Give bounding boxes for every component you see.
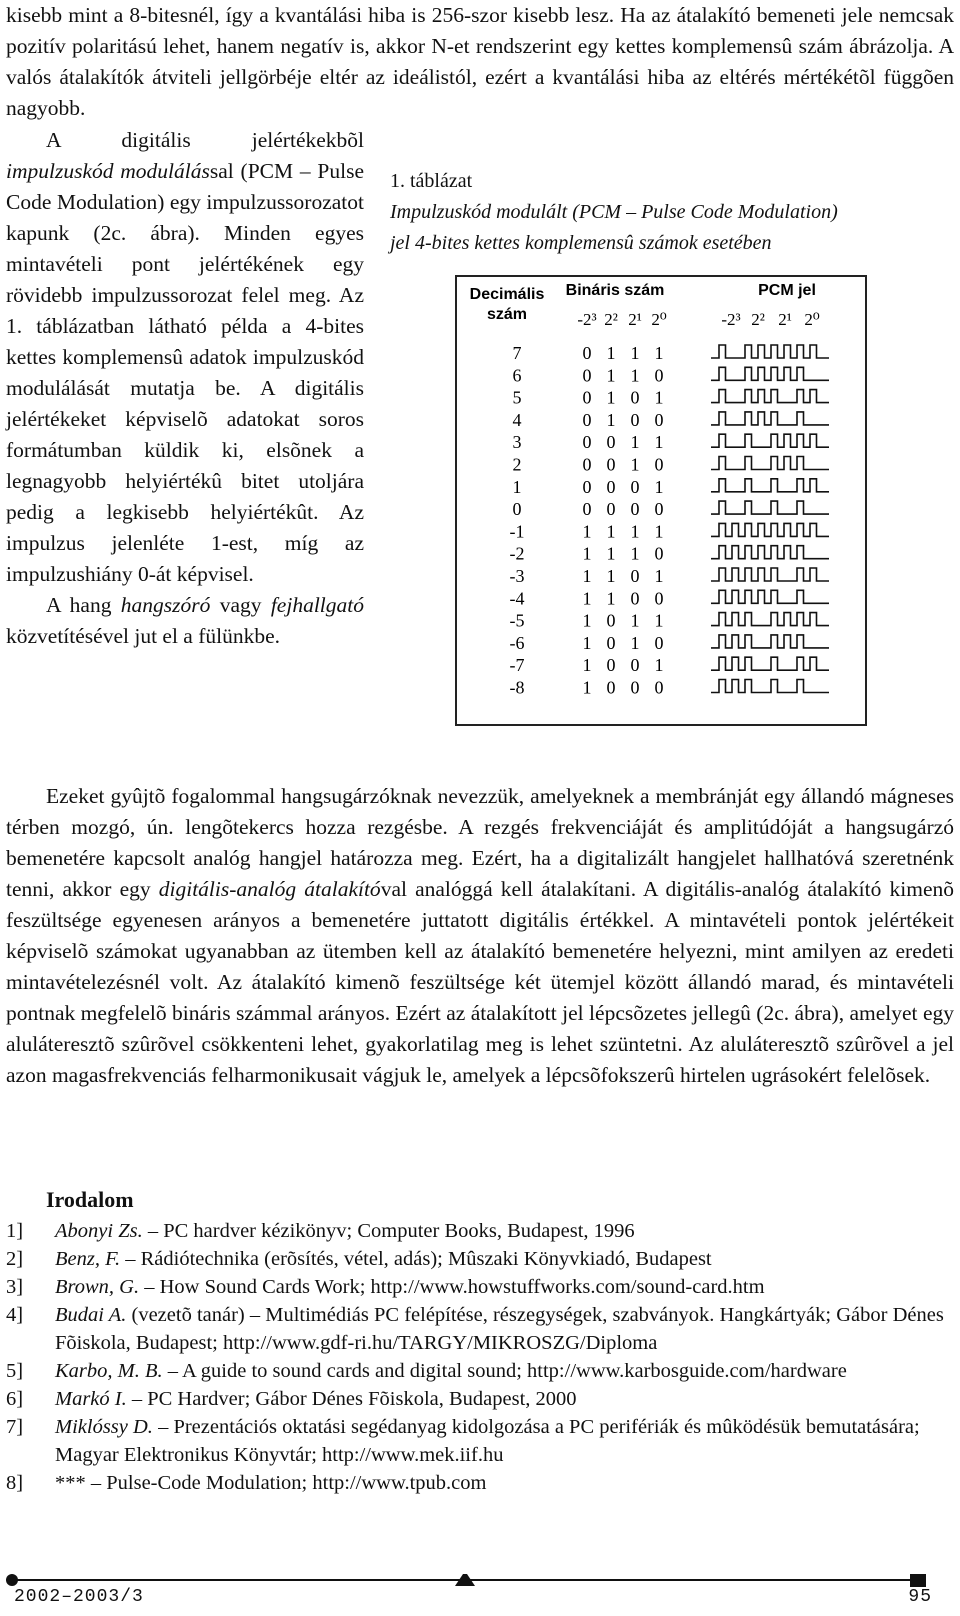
reference-author: Brown, G. xyxy=(55,1276,140,1298)
header-decimal: Decimális xyxy=(469,286,545,303)
decimal-value: -1 xyxy=(509,521,525,542)
binary-digit: 1 xyxy=(606,387,616,408)
pcm-waveform xyxy=(711,657,829,670)
decimal-value: -5 xyxy=(509,610,525,631)
binary-digit: 1 xyxy=(630,454,640,475)
binary-digit: 1 xyxy=(582,566,592,586)
square-marker-icon xyxy=(910,1574,926,1587)
binary-digit: 1 xyxy=(606,409,616,430)
binary-weight: 2¹ xyxy=(628,310,642,329)
reference-item xyxy=(6,1217,954,1245)
reference-text xyxy=(55,1385,954,1413)
reference-number: 1] xyxy=(6,1220,24,1242)
dac-term: digitális-analóg átalakító xyxy=(158,877,381,901)
binary-digit: 0 xyxy=(630,677,640,698)
binary-digit: 0 xyxy=(582,409,592,430)
binary-digit: 1 xyxy=(630,521,640,542)
left-column xyxy=(6,125,364,652)
binary-digit: 0 xyxy=(582,432,592,453)
binary-digit: 0 xyxy=(630,588,640,609)
decimal-value: -6 xyxy=(509,632,525,653)
decimal-value: 5 xyxy=(512,387,522,408)
reference-item xyxy=(6,1385,954,1413)
decimal-value: 4 xyxy=(512,409,522,430)
binary-digit: 1 xyxy=(630,632,640,653)
binary-weight: -2³ xyxy=(577,310,597,329)
header-decimal-2: szám xyxy=(486,306,528,323)
binary-digit: 0 xyxy=(630,476,640,497)
binary-digit: 0 xyxy=(582,365,592,386)
pcm-waveform xyxy=(711,613,829,626)
speaker-text-a: A hang xyxy=(46,593,121,617)
binary-digit: 1 xyxy=(582,588,592,609)
binary-digit: 1 xyxy=(654,610,664,631)
pcm-table xyxy=(455,275,867,726)
intro-text: kisebb mint a 8-bitesnél, így a kvantálási hiba is 256-szor kisebb lesz. Ha az átalakító bemeneti jele nemcsak pozitív polaritású lehet, hanem negatív is, akkor N-et rendszerint egy kettes komplemensû szám ábrázolja. A valós átalakítók átviteli jellgörbéje eltér az ideálistól, ezért a kvantálási hiba az eltérés mértékétõl függõen nagyobb. xyxy=(6,3,954,120)
pcm-term: impulzuskód modulálás xyxy=(6,159,210,183)
decimal-value: 0 xyxy=(512,499,522,520)
binary-digit: 0 xyxy=(582,454,592,475)
speaker-paragraph xyxy=(6,590,364,652)
table-caption xyxy=(390,166,950,259)
pcm-paragraph xyxy=(6,125,364,590)
pcm-waveform xyxy=(711,680,829,693)
reference-text xyxy=(55,1301,954,1357)
binary-digit: 0 xyxy=(654,632,664,653)
reference-number: 4] xyxy=(6,1304,24,1326)
binary-digit: 0 xyxy=(654,454,664,475)
pcm-waveform xyxy=(711,412,829,425)
issue-number: 2002–2003/3 xyxy=(14,1587,144,1607)
pcm-waveform xyxy=(711,367,829,380)
binary-digit: 0 xyxy=(582,476,592,497)
binary-weight: 2² xyxy=(604,310,618,329)
binary-digit: 0 xyxy=(630,499,640,520)
binary-digit: 0 xyxy=(654,543,664,564)
pcm-waveform xyxy=(711,501,829,514)
pcm-waveform xyxy=(711,345,829,358)
reference-item xyxy=(6,1245,954,1273)
binary-digit: 0 xyxy=(630,655,640,676)
reference-body: – A guide to sound cards and digital sound; http://www.karbosguide.com/hardware xyxy=(162,1360,847,1382)
reference-author: Markó I. xyxy=(55,1388,127,1410)
reference-list xyxy=(6,1217,954,1497)
pcm-waveform xyxy=(711,546,829,559)
pcm-weight: 2⁰ xyxy=(804,310,820,329)
binary-digit: 1 xyxy=(582,521,592,542)
binary-digit: 1 xyxy=(630,432,640,453)
table-caption-line2: jel 4-bites kettes komplemensû számok esetében xyxy=(390,232,772,254)
binary-digit: 0 xyxy=(630,409,640,430)
reference-number: 2] xyxy=(6,1248,24,1270)
binary-digit: 0 xyxy=(606,454,616,475)
pcm-weight: 2¹ xyxy=(778,310,792,329)
header-binary: Bináris szám xyxy=(565,282,665,299)
binary-digit: 0 xyxy=(630,387,640,408)
dac-text-a: Ezeket gyûjtõ fogalommal hangsugárzóknak nevezzük, amelyeknek a membránját egy állandó mágneses térben mozgó, ún. lengõtekercs hozza rezgésbe. A rezgés frekvenciáját és amplitúdóját a hangsugárzó bemenetére kapcsolt analóg hangjel határozza meg. Ezért, ha a digitalizált hangjelet hallhatóvá szeretnénk tenni, akkor egy xyxy=(6,784,954,901)
decimal-value: -7 xyxy=(509,655,525,676)
reference-author: Abonyi Zs. xyxy=(55,1220,143,1242)
binary-digit: 1 xyxy=(654,655,664,676)
reference-item xyxy=(6,1301,954,1357)
reference-number: 5] xyxy=(6,1360,24,1382)
binary-digit: 0 xyxy=(582,387,592,408)
binary-digit: 1 xyxy=(606,365,616,386)
decimal-value: -4 xyxy=(509,588,525,609)
binary-weight: 2⁰ xyxy=(651,310,667,329)
binary-digit: 0 xyxy=(606,499,616,520)
header-pcm: PCM jel xyxy=(758,282,816,299)
reference-author: Budai A. xyxy=(55,1304,127,1326)
binary-digit: 1 xyxy=(654,476,664,497)
reference-author: Miklóssy D. xyxy=(55,1416,153,1438)
pcm-weight: 2² xyxy=(751,310,765,329)
reference-text xyxy=(55,1413,954,1469)
decimal-value: 6 xyxy=(512,365,522,386)
binary-digit: 0 xyxy=(654,677,664,698)
reference-body: *** – Pulse-Code Modulation; http://www.tpub.com xyxy=(55,1472,487,1494)
circle-marker-icon xyxy=(6,1574,18,1586)
binary-digit: 0 xyxy=(582,343,592,363)
pcm-waveform xyxy=(711,434,829,447)
binary-digit: 0 xyxy=(654,365,664,386)
binary-digit: 1 xyxy=(582,543,592,564)
pcm-weight: -2³ xyxy=(721,310,741,329)
binary-digit: 0 xyxy=(606,655,616,676)
binary-digit: 0 xyxy=(654,409,664,430)
reference-number: 3] xyxy=(6,1276,24,1298)
reference-text xyxy=(55,1273,954,1301)
reference-body: – Rádiótechnika (erõsítés, vétel, adás); Mûszaki Könyvkiadó, Budapest xyxy=(120,1248,712,1270)
dac-text xyxy=(6,781,954,1091)
page-footer xyxy=(0,1574,960,1616)
reference-body: – Prezentációs oktatási segédanyag kidolgozása a PC perifériák és mûködésük bemutatására; Magyar Elektronikus Könyvtár; http://www.mek.iif.hu xyxy=(55,1416,920,1466)
speaker-text-c: közvetítésével jut el a fülünkbe. xyxy=(6,624,281,648)
decimal-value: 2 xyxy=(512,454,522,475)
reference-text xyxy=(55,1245,954,1273)
binary-digit: 1 xyxy=(630,543,640,564)
binary-digit: 0 xyxy=(606,677,616,698)
binary-digit: 0 xyxy=(630,566,640,586)
pcm-table-graphic xyxy=(457,277,865,724)
pcm-text-b: sal (PCM – Pulse Code Modulation) egy impulzussorozatot kapunk (2c. ábra). Minden egyes mintavételi pont jelértékének egy rövidebb impulzussorozat felel meg. Az 1. táblázatban látható példa a 4-bites kettes komplemensû adatok impulzuskód modulálását mutatja be. A digitális jelértékeket képviselõ adatokat soros formátumban küldik ki, elsõnek a legnagyobb helyiértékû bitet utoljára pedig a legkisebb helyiértékût. Az impulzus jelenléte 1-est, míg az impulzushiány 0-át képvisel. xyxy=(6,159,364,586)
pcm-waveform xyxy=(711,390,829,403)
reference-item xyxy=(6,1273,954,1301)
binary-digit: 1 xyxy=(582,655,592,676)
decimal-value: 7 xyxy=(512,343,522,363)
binary-digit: 1 xyxy=(606,588,616,609)
footer-rule xyxy=(0,1574,960,1590)
page-number: 95 xyxy=(908,1587,932,1607)
pcm-waveform xyxy=(711,457,829,470)
pcm-waveform xyxy=(711,479,829,492)
headphone-term: fejhallgató xyxy=(270,593,364,617)
reference-author: Karbo, M. B. xyxy=(55,1360,163,1382)
speaker-term: hangszóró xyxy=(120,593,211,617)
binary-digit: 1 xyxy=(630,610,640,631)
binary-digit: 1 xyxy=(630,365,640,386)
speaker-text-b: vagy xyxy=(210,593,271,617)
binary-digit: 0 xyxy=(606,632,616,653)
binary-digit: 1 xyxy=(606,566,616,586)
pcm-waveform xyxy=(711,568,829,581)
binary-digit: 1 xyxy=(654,432,664,453)
binary-digit: 0 xyxy=(582,499,592,520)
binary-digit: 1 xyxy=(582,677,592,698)
reference-text xyxy=(55,1357,954,1385)
dac-text-b: val analóggá kell átalakítani. A digitális-analóg átalakító kimenõ feszültsége egyenesen arányos a bemenetére juttatott digitális értékkel. A mintavételi pontok jelértékeit képviselõ számokat ugyanabban az ütemben kell az átalakító bemenetére helyezni, mint amilyen az eredeti mintavételezésnél volt. Az átalakító kimenõ feszültsége két ütemjel között állandó marad, és mintavételi pontnak megfelelõ bináris számmal arányos. Ezért az átalakított jel lépcsõzetes jellegû (2c. ábra), amelyet egy aluláteresztõ szûrõvel csökkenteni lehet, gyakorlatilag meg is lehet szüntetni. Az aluláteresztõ szûrõvel a jel azon magasfrekvenciás felharmonikusait vágjuk le, amelyek a lépcsõfokszerû hirtelen ugrásokért felelõsek. xyxy=(6,877,954,1087)
reference-number: 7] xyxy=(6,1416,24,1438)
decimal-value: 3 xyxy=(512,432,522,453)
reference-text xyxy=(55,1217,954,1245)
reference-body: – PC hardver kézikönyv; Computer Books, Budapest, 1996 xyxy=(142,1220,635,1242)
binary-digit: 1 xyxy=(654,343,664,363)
binary-digit: 0 xyxy=(606,432,616,453)
binary-digit: 0 xyxy=(606,476,616,497)
references xyxy=(6,1187,954,1497)
reference-item xyxy=(6,1357,954,1385)
binary-digit: 0 xyxy=(654,588,664,609)
reference-body: – PC Hardver; Gábor Dénes Fõiskola, Budapest, 2000 xyxy=(126,1388,577,1410)
pcm-waveform xyxy=(711,590,829,603)
binary-digit: 1 xyxy=(606,521,616,542)
binary-digit: 1 xyxy=(654,566,664,586)
binary-digit: 0 xyxy=(654,499,664,520)
pcm-text-a: A digitális jelértékekbõl xyxy=(46,128,364,152)
pcm-waveform xyxy=(711,523,829,536)
references-heading: Irodalom xyxy=(46,1187,134,1212)
reference-number: 6] xyxy=(6,1388,24,1410)
reference-item xyxy=(6,1413,954,1469)
intro-paragraph xyxy=(6,0,954,124)
decimal-value: 1 xyxy=(512,476,522,497)
reference-text xyxy=(55,1469,954,1497)
binary-digit: 1 xyxy=(582,632,592,653)
decimal-value: -2 xyxy=(509,543,525,564)
binary-digit: 1 xyxy=(606,543,616,564)
reference-body: – How Sound Cards Work; http://www.howstuffworks.com/sound-card.htm xyxy=(139,1276,765,1298)
binary-digit: 1 xyxy=(654,387,664,408)
pcm-waveform xyxy=(711,635,829,648)
reference-item xyxy=(6,1469,954,1497)
decimal-value: -8 xyxy=(509,677,525,698)
binary-digit: 1 xyxy=(654,521,664,542)
table-caption-title: 1. táblázat xyxy=(390,170,473,192)
binary-digit: 0 xyxy=(606,610,616,631)
dac-paragraph xyxy=(6,781,954,1091)
binary-digit: 1 xyxy=(630,343,640,363)
binary-digit: 1 xyxy=(606,343,616,363)
reference-author: Benz, F. xyxy=(55,1248,121,1270)
binary-digit: 1 xyxy=(582,610,592,631)
table-caption-line1: Impulzuskód modulált (PCM – Pulse Code Modulation) xyxy=(390,201,838,223)
reference-body: (vezetõ tanár) – Multimédiás PC felépítése, részegységek, szabványok. Hangkártyák; Gábor Dénes Fõiskola, Budapest; http://www.gdf-ri.hu/TARGY/MIKROSZG/Diploma xyxy=(55,1304,944,1354)
decimal-value: -3 xyxy=(509,566,525,586)
reference-number: 8] xyxy=(6,1472,24,1494)
